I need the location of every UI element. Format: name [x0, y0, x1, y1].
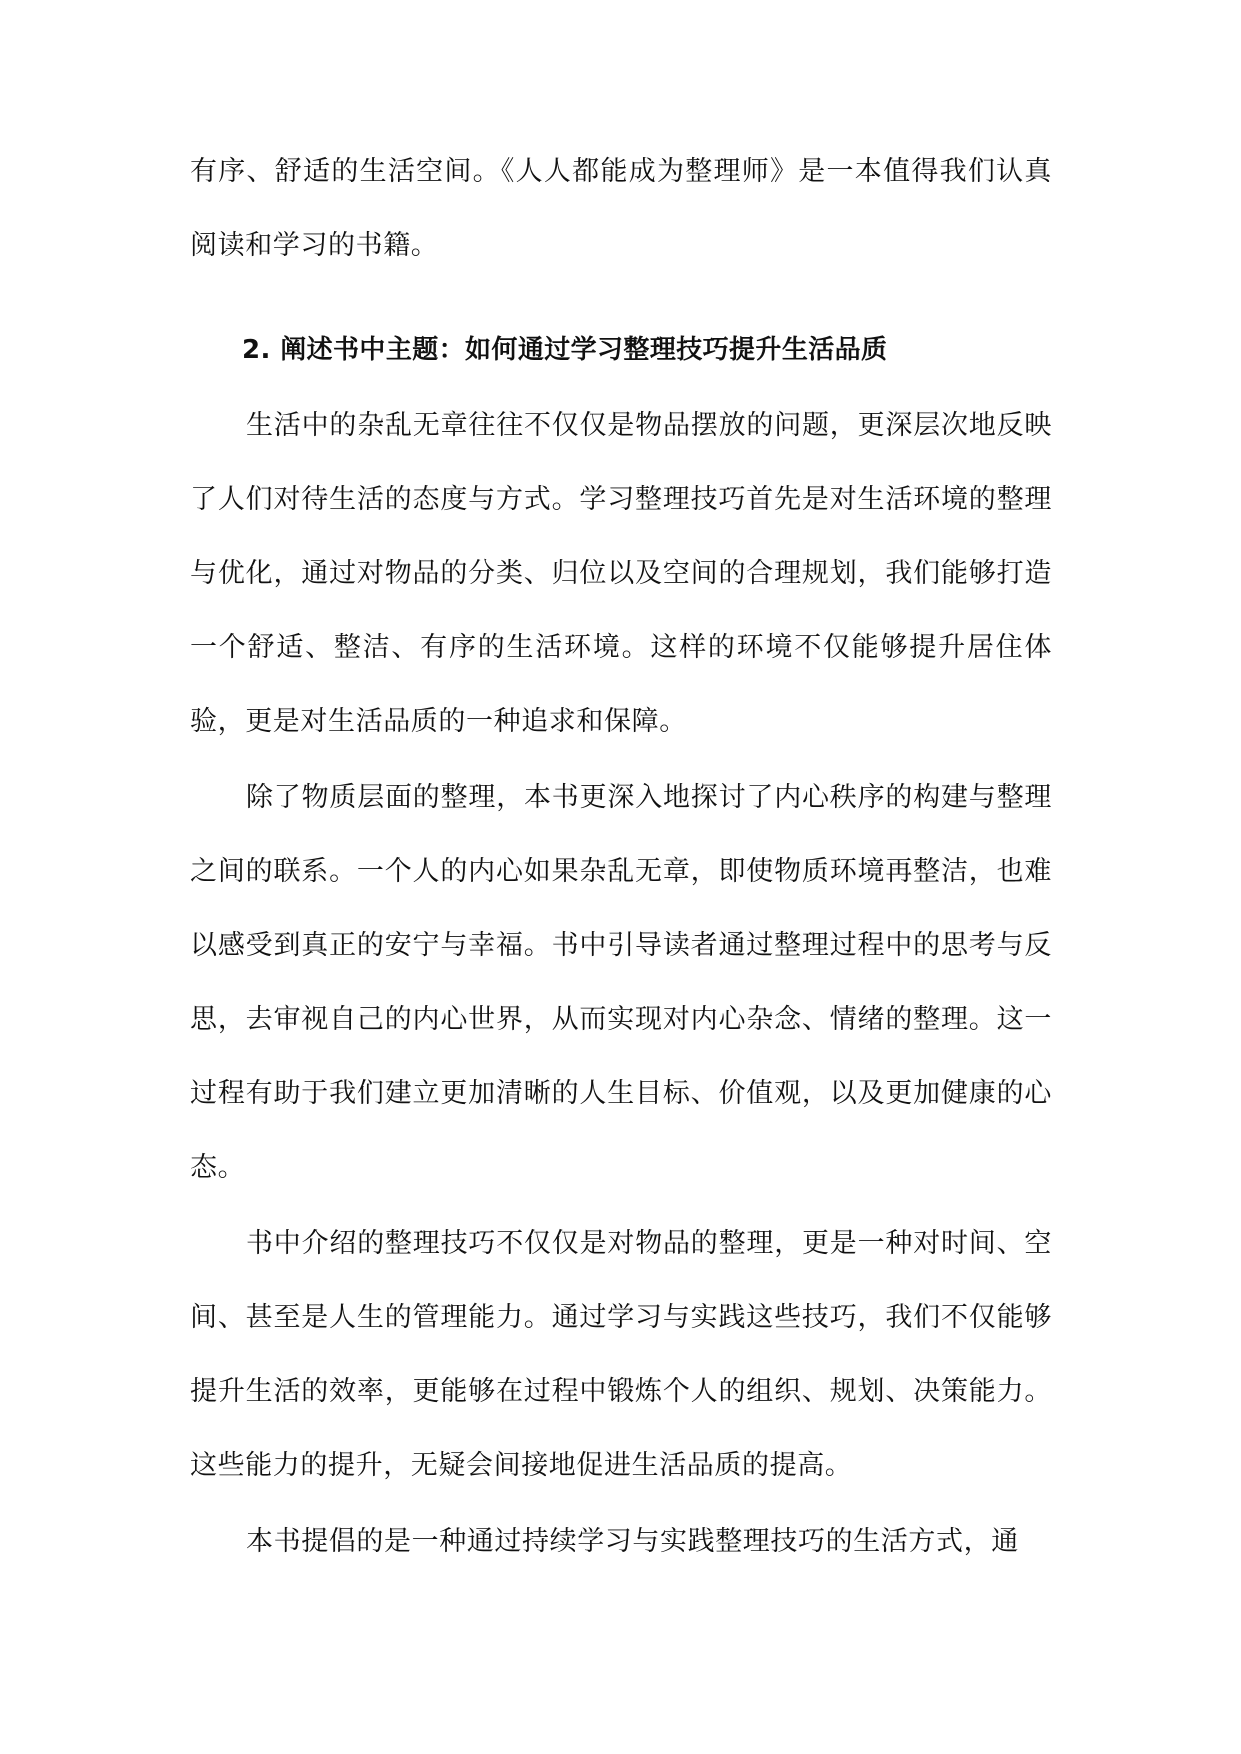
paragraph-3: 书中介绍的整理技巧不仅仅是对物品的整理，更是一种对时间、空间、甚至是人生的管理能力。通过学习与实践这些技巧，我们不仅能够提升生活的效率，更能够在过程中锻炼个人的组织、规划、决策能力。这些能力的提升，无疑会间接地促进生活品质的提高。: [190, 1228, 1052, 1481]
paragraph-intro-continuation: 有序、舒适的生活空间。《人人都能成为整理师》是一本值得我们认真阅读和学习的书籍。: [190, 156, 1052, 261]
paragraph-1: 生活中的杂乱无章往往不仅仅是物品摆放的问题，更深层次地反映了人们对待生活的态度与方式。学习整理技巧首先是对生活环境的整理与优化，通过对物品的分类、归位以及空间的合理规划，我们能够打造一个舒适、整洁、有序的生活环境。这样的环境不仅能够提升居住体验，更是对生活品质的一种追求和保障。: [190, 410, 1052, 737]
document-body: [190, 135, 1052, 1579]
paragraph-2: 除了物质层面的整理，本书更深入地探讨了内心秩序的构建与整理之间的联系。一个人的内心如果杂乱无章，即使物质环境再整洁，也难以感受到真正的安宁与幸福。书中引导读者通过整理过程中的思考与反思，去审视自己的内心世界，从而实现对内心杂念、情绪的整理。这一过程有助于我们建立更加清晰的人生目标、价值观，以及更加健康的心态。: [190, 782, 1052, 1183]
section-heading: 2. 阐述书中主题：如何通过学习整理技巧提升生活品质: [242, 335, 888, 365]
paragraph-4: 本书提倡的是一种通过持续学习与实践整理技巧的生活方式，通: [246, 1526, 1019, 1557]
